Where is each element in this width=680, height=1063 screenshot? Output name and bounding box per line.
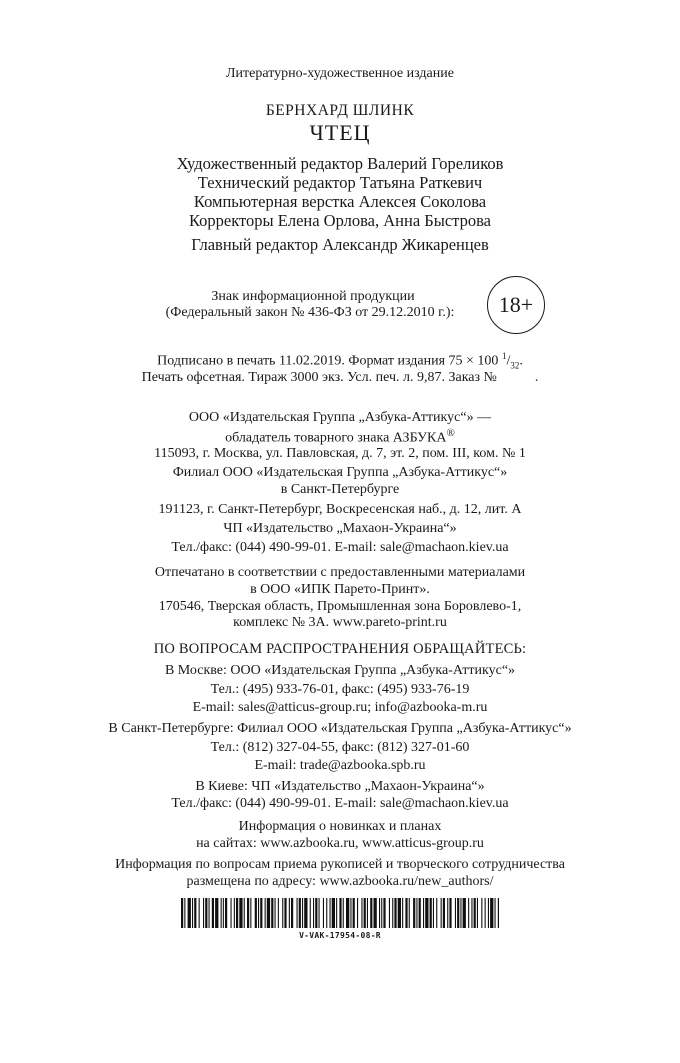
print-info-line2 — [0, 371, 680, 385]
barcode-bar — [474, 898, 476, 928]
book-author: БЕРНХАРД ШЛИНК — [265, 102, 415, 119]
barcode-bar — [353, 898, 355, 928]
barcode-code: V-VAK-17954-08-R — [299, 931, 381, 940]
print-offset: Печать офсетная. Тираж 3000 экз. Усл. печ. л. 9,87. Заказ № — [141, 370, 497, 385]
print-info-line1: Подписано в печать 11.02.2019. Формат издания 75 × 100 $^1/_{32}$. — [157, 351, 523, 371]
barcode-bar — [409, 898, 410, 928]
barcode-bar — [367, 898, 368, 928]
barcode-bar — [430, 898, 432, 928]
info-sign-label: Знак информационной продукции — [211, 289, 415, 304]
credit-chief-editor: Главный редактор Александр Жикаренцев — [191, 235, 489, 254]
barcode-bar — [234, 898, 235, 928]
distribution-spb-phone: Тел.: (812) 327-04-55, факс: (812) 327-01-60 — [210, 740, 470, 755]
barcode-bar — [463, 898, 466, 928]
trademark-owner: обладатель товарного знака АЗБУКА — [225, 430, 447, 446]
barcode-bar — [250, 898, 251, 928]
format-fraction-num: 1 — [501, 351, 507, 361]
barcode-bar — [255, 898, 257, 928]
barcode-bar — [392, 898, 393, 928]
barcode-bar — [258, 898, 259, 928]
barcode-bar — [319, 898, 320, 928]
barcode-bar — [265, 898, 266, 928]
credit-art-editor: Художественный редактор Валерий Гореликов — [176, 154, 504, 173]
barcode-bar — [449, 898, 451, 928]
barcode-bar — [370, 898, 372, 928]
barcode-bar — [343, 898, 344, 928]
barcode-bar — [271, 898, 273, 928]
barcode-bar — [481, 898, 482, 928]
format-fraction-den: 32 — [510, 360, 520, 371]
barcode-bar — [223, 898, 224, 928]
barcode-bar — [299, 898, 301, 928]
publisher-address: 115093, г. Москва, ул. Павловская, д. 7, эт. 2, пом. III, ком. № 1 — [154, 446, 526, 461]
barcode-bar — [498, 898, 499, 928]
barcode-bar — [313, 898, 314, 928]
barcode-bar — [188, 898, 191, 928]
barcode-bar — [441, 898, 442, 928]
barcode-bar — [346, 898, 349, 928]
distribution-kiev-contacts: Тел./факс: (044) 490-99-01. E-mail: sale@machaon.kiev.ua — [171, 796, 509, 811]
barcode-bar — [236, 898, 238, 928]
barcode-bar — [457, 898, 459, 928]
barcode-bar — [425, 898, 428, 928]
info-sign-law: (Федеральный закон № 436-ФЗ от 29.12.2010 г.): — [165, 305, 455, 320]
barcode-bar — [357, 898, 358, 928]
barcode-bar — [468, 898, 469, 928]
barcode-bar — [490, 898, 493, 928]
barcode-bar — [436, 898, 437, 928]
registered-mark: ® — [446, 427, 455, 439]
barcode-bar — [381, 898, 382, 928]
barcode-bar — [282, 898, 283, 928]
barcode-bar — [423, 898, 424, 928]
printer-line3: 170546, Тверская область, Промышленная зона Боровлево-1, — [158, 599, 522, 614]
manuscripts-info-line1: Информация по вопросам приема рукописей и творческого сотрудничества — [115, 857, 565, 872]
barcode-bar — [297, 898, 298, 928]
distribution-kiev: В Киеве: ЧП «Издательство „Махаон-Украина“» — [195, 779, 485, 794]
barcode-bar — [330, 898, 331, 928]
distribution-heading: ПО ВОПРОСАМ РАСПРОСТРАНЕНИЯ ОБРАЩАЙТЕСЬ: — [153, 641, 527, 657]
barcode-bar — [221, 898, 222, 928]
distribution-moscow-phone: Тел.: (495) 933-76-01, факс: (495) 933-76-19 — [210, 682, 470, 697]
barcode-bar — [260, 898, 262, 928]
barcode-bar — [225, 898, 227, 928]
barcode-bar — [413, 898, 415, 928]
barcode-bar — [332, 898, 335, 928]
barcode-bar — [199, 898, 200, 928]
barcode-bar — [405, 898, 407, 928]
barcode-bar — [447, 898, 448, 928]
barcode-bar — [336, 898, 337, 928]
news-info-line1: Информация о новинках и планах — [238, 819, 442, 834]
barcode-bar — [239, 898, 242, 928]
barcode-bar — [323, 898, 324, 928]
barcode-bar — [443, 898, 445, 928]
barcode-bar — [389, 898, 390, 928]
publisher-ukraine: ЧП «Издательство „Махаон-Украина“» — [223, 521, 457, 536]
printer-line4: комплекс № 3А. www.pareto-print.ru — [233, 615, 447, 630]
barcode-bar — [284, 898, 286, 928]
barcode-bar — [291, 898, 293, 928]
barcode-bar — [488, 898, 489, 928]
barcode-bar — [289, 898, 290, 928]
barcode-bar — [495, 898, 496, 928]
barcode-bar — [326, 898, 327, 928]
printer-line2: в ООО «ИПК Парето-Принт». — [250, 582, 430, 597]
barcode-bar — [278, 898, 279, 928]
distribution-moscow-email: E-mail: sales@atticus-group.ru; info@azbooka-m.ru — [192, 700, 488, 715]
barcode-bar — [244, 898, 245, 928]
barcode-bar — [231, 898, 232, 928]
barcode-bar — [203, 898, 204, 928]
credit-tech-editor: Технический редактор Татьяна Раткевич — [197, 173, 483, 192]
publisher-branch-city: в Санкт-Петербурге — [280, 482, 400, 497]
barcode-bar — [184, 898, 185, 928]
edition-type: Литературно-художественное издание — [226, 66, 454, 81]
credit-proofreaders: Корректоры Елена Орлова, Анна Быстрова — [189, 211, 491, 230]
publisher-branch: Филиал ООО «Издательская Группа „Азбука-Аттикус“» — [172, 465, 508, 480]
barcode-bar — [433, 898, 434, 928]
barcode-bar — [485, 898, 486, 928]
barcode-bar — [460, 898, 461, 928]
barcode-bar — [304, 898, 307, 928]
barcode-bar — [471, 898, 472, 928]
barcode-bar — [361, 898, 362, 928]
publisher-branch-address: 191123, г. Санкт-Петербург, Воскресенская наб., д. 12, лит. А — [158, 502, 522, 517]
distribution-spb-email: E-mail: trade@azbooka.spb.ru — [254, 758, 426, 773]
barcode-bar — [455, 898, 456, 928]
barcode-bar — [310, 898, 311, 928]
manuscripts-info-line2: размещена по адресу: www.azbooka.ru/new_authors/ — [186, 874, 494, 889]
distribution-spb: В Санкт-Петербурге: Филиал ООО «Издательская Группа „Азбука-Аттикус“» — [108, 721, 572, 736]
barcode-bar — [275, 898, 276, 928]
distribution-moscow: В Москве: ООО «Издательская Группа „Азбука-Аттикус“» — [164, 663, 516, 678]
barcode-bar — [215, 898, 218, 928]
barcode-bar — [267, 898, 270, 928]
barcode-bar — [339, 898, 341, 928]
barcode-bar — [477, 898, 478, 928]
barcode-bar — [194, 898, 196, 928]
barcode-bar — [247, 898, 249, 928]
barcode-bar — [205, 898, 207, 928]
barcode-bar — [315, 898, 317, 928]
publisher-line1: ООО «Издательская Группа „Азбука-Аттикус“» — — [188, 410, 492, 425]
barcode-bar — [192, 898, 193, 928]
barcode-bar — [350, 898, 351, 928]
barcode-bar — [398, 898, 401, 928]
news-info-line2: на сайтах: www.azbooka.ru, www.atticus-group.ru — [196, 836, 484, 851]
age-rating-badge: 18+ — [487, 276, 545, 334]
publisher-line2 — [0, 428, 680, 446]
barcode-bar — [394, 898, 396, 928]
order-end: . — [534, 370, 539, 385]
barcode-bar — [364, 898, 366, 928]
barcode-bar — [419, 898, 421, 928]
barcode-bar — [212, 898, 214, 928]
print-signed: Подписано в печать 11.02.2019. Формат издания 75 × 100 — [157, 353, 499, 369]
barcode-bar — [181, 898, 183, 928]
format-end: . — [519, 353, 523, 369]
credit-layout: Компьютерная верстка Алексея Соколова — [193, 192, 487, 211]
barcode-bar — [416, 898, 417, 928]
barcode-bar — [402, 898, 403, 928]
barcode-bar — [383, 898, 385, 928]
publisher-ukraine-contacts: Тел./факс: (044) 490-99-01. E-mail: sale@machaon.kiev.ua — [171, 540, 509, 555]
book-title: ЧТЕЦ — [309, 120, 371, 145]
barcode-bar — [302, 898, 303, 928]
barcode-bar — [209, 898, 210, 928]
printer-line1: Отпечатано в соответствии с предоставленными материалами — [154, 565, 526, 580]
barcode — [181, 898, 499, 928]
barcode-bar — [374, 898, 377, 928]
barcode-bar — [379, 898, 380, 928]
